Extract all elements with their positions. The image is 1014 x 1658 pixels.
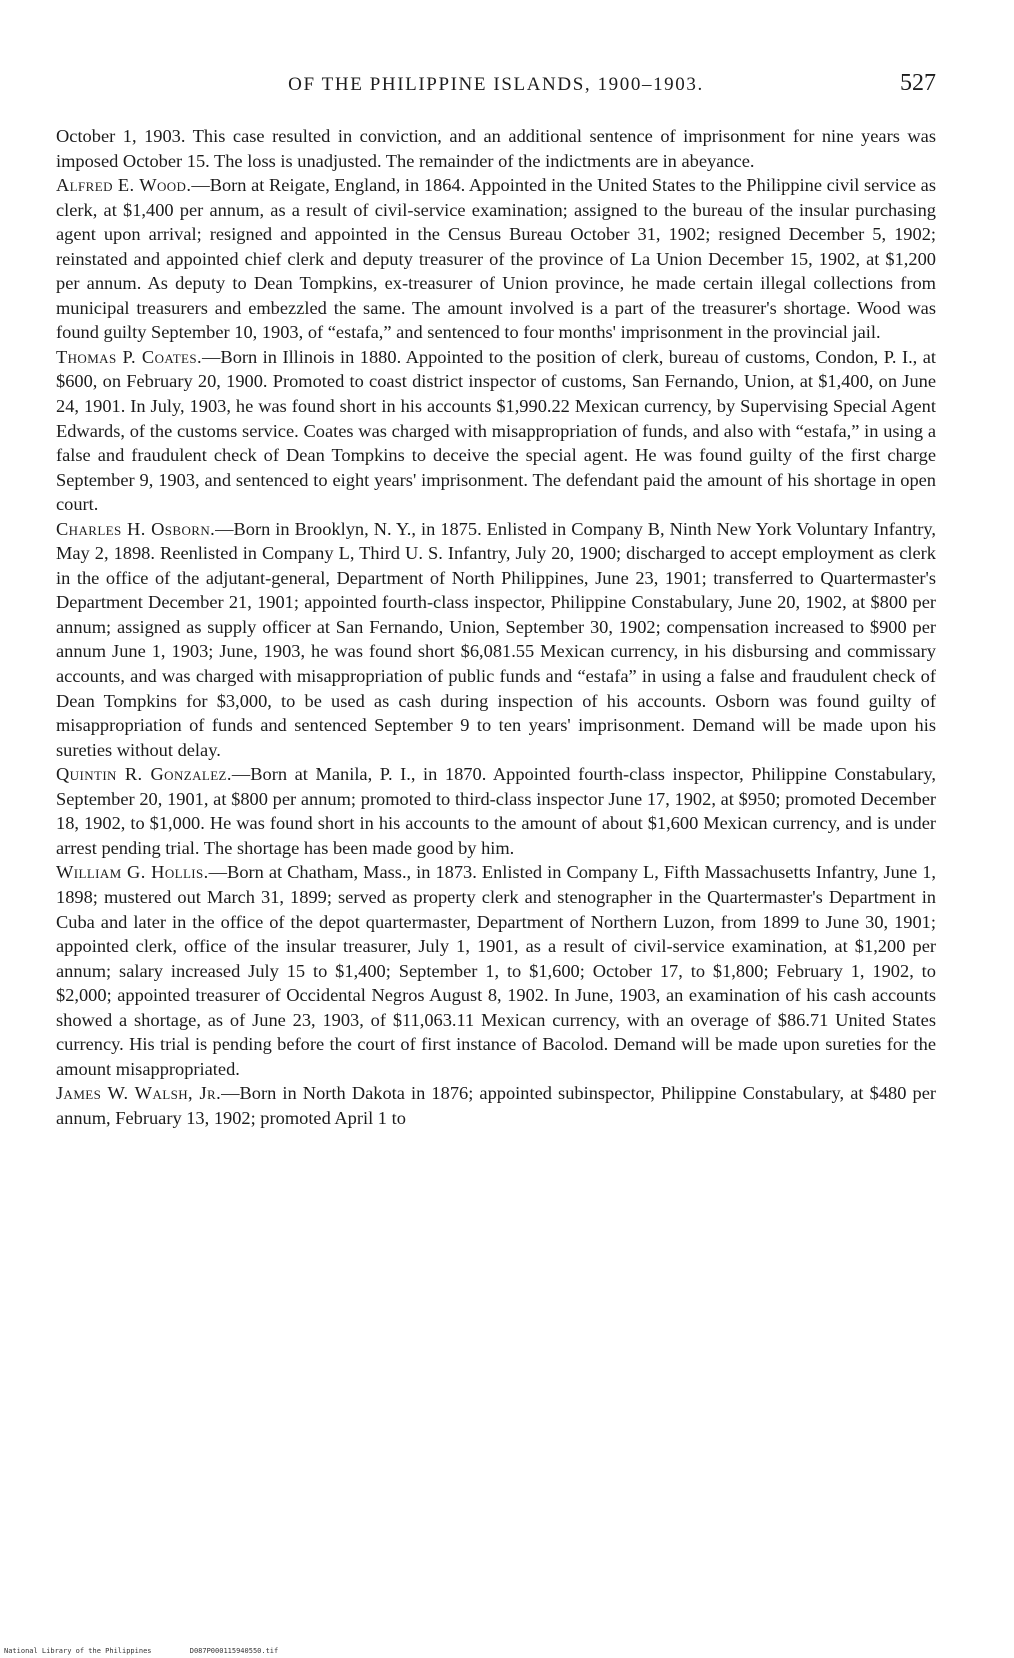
running-head: OF THE PHILIPPINE ISLANDS, 1900–1903. [288,74,704,95]
entry-text: —Born in Illinois in 1880. Appointed to the position of clerk, bureau of customs, Condon, P. I., at $600, on February 20, 1900. Promoted to coast district inspector of customs, San Fernando, Union, at $1,400, on June 24, 1901. In July, 1903, he was found short in his accounts $1,990.22 Mexican currency, by Supervising Special Agent Edwards, of the customs service. Coates was charged with misappropriation of funds, and also with “estafa,” in using a false and fraudulent check of Dean Tompkins to deceive the special agent. He was found guilty of the first charge September 9, 1903, and sentenced to eight years' imprisonment. The defendant paid the amount of his shortage in open court. [56,346,937,515]
page-number: 527 [900,70,936,96]
entry-osborn [56,517,936,762]
entry-name: Charles H. Osborn. [56,518,216,539]
paragraph-continuation [56,124,936,173]
entry-text: —Born at Reigate, England, in 1864. Appointed in the United States to the Philippine civil service as clerk, at $1,400 per annum, as a result of civil-service examination; assigned to the bureau of the insular purchasing agent upon arrival; resigned and appointed in the Census Bureau October 31, 1902; resigned December 5, 1902; reinstated and appointed chief clerk and deputy treasurer of the province of La Union December 15, 1902, at $1,200 per annum. As deputy to Dean Tompkins, ex-treasurer of Union province, he made certain illegal collections from municipal treasurers and embezzled the same. The amount involved is a part of the treasurer's shortage. Wood was found guilty September 10, 1903, of “estafa,” and sentenced to four months' imprisonment in the provincial jail. [56,175,936,343]
body-text [56,124,936,1130]
entry-name: James W. Walsh, Jr. [56,1083,222,1104]
entry-text: —Born at Manila, P. I., in 1870. Appointed fourth-class inspector, Philippine Constabulary, September 20, 1901, at $800 per annum; promoted to third-class inspector June 17, 1902, at $950; promoted December 18, 1902, to $1,000. He was found short in his accounts to the amount of about $1,600 Mexican currency, and is under arrest pending trial. The shortage has been made good by him. [56,764,936,858]
paragraph-text: October 1, 1903. This case resulted in conviction, and an additional sentence of imprisonment for nine years was imposed October 15. The loss is unadjusted. The remainder of the indictments are in abeyance. [56,126,936,171]
file-id-stamp: D087P000115940550.tif [189,1647,279,1655]
entry-walsh [56,1081,936,1130]
scan-footer [4,1647,312,1655]
entry-coates [56,345,936,517]
entry-text: —Born at Chatham, Mass., in 1873. Enlisted in Company L, Fifth Massachusetts Infantry, June 1, 1898; mustered out March 31, 1899; served as property clerk and stenographer in the Quartermaster's Department in Cuba and later in the office of the depot quartermaster, Department of Northern Luzon, from 1899 to June 30, 1901; appointed clerk, office of the insular treasurer, July 1, 1901, as a result of civil-service examination, at $1,200 per annum; salary increased July 15 to $1,400; September 1, to $1,600; October 17, to $1,800; February 1, 1902, to $2,000; appointed treasurer of Occidental Negros August 8, 1902. In June, 1903, an examination of his cash accounts showed a shortage, as of June 23, 1903, of $11,063.11 Mexican currency, with an overage of $86.71 United States currency. His trial is pending before the court of first instance of Bacolod. Demand will be made upon sureties for the amount misappropriated. [56,862,936,1079]
entry-name: Thomas P. Coates. [56,346,203,367]
library-stamp: National Library of the Philippines [4,1647,152,1655]
page-header [56,70,936,100]
entry-name: Alfred E. Wood. [56,175,192,196]
entry-text: —Born in North Dakota in 1876; appointed subinspector, Philippine Constabulary, at $480 per annum, February 13, 1902; promoted April 1 to [56,1083,936,1128]
entry-gonzalez [56,762,936,860]
entry-name: William G. Hollis. [56,862,209,883]
entry-wood [56,173,936,345]
entry-text: —Born in Brooklyn, N. Y., in 1875. Enlisted in Company B, Ninth New York Voluntary Infantry, May 2, 1898. Reenlisted in Company L, Third U. S. Infantry, July 20, 1900; discharged to accept employment as clerk in the office of the adjutant-general, Department of North Philippines, June 23, 1901; transferred to Quartermaster's Department December 21, 1901; appointed fourth-class inspector, Philippine Constabulary, June 20, 1902, at $800 per annum; assigned as supply officer at San Fernando, Union, September 30, 1902; compensation increased to $900 per annum June 1, 1903; June, 1903, he was found short $6,081.55 Mexican currency, in his disbursing and commissary accounts, and was charged with misappropriation of public funds and “estafa” in using a false and fraudulent check of Dean Tompkins for $3,000, to be used as cash during inspection of his accounts. Osborn was found guilty of misappropriation of funds and sentenced September 9 to ten years' imprisonment. Demand will be made upon his sureties without delay. [56,518,937,760]
entry-name: Quintin R. Gonzalez. [56,764,232,785]
entry-hollis [56,860,936,1081]
